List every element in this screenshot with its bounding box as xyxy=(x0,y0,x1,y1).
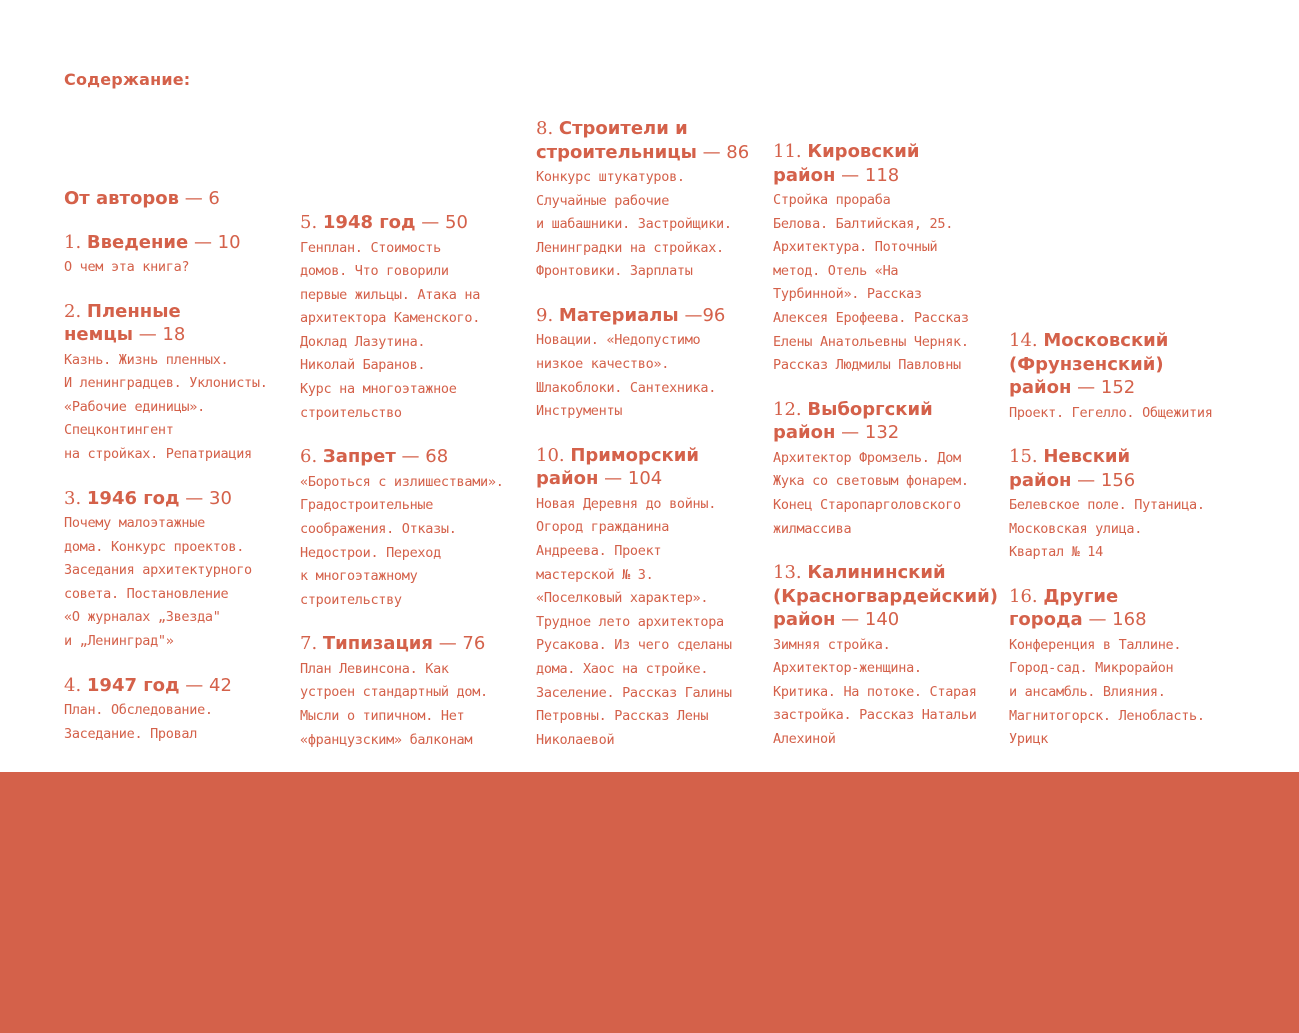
description-line: Архитектура. Поточный xyxy=(773,239,938,256)
description-line: Заседания архитектурного xyxy=(64,562,252,579)
toc-entry-title xyxy=(64,187,296,211)
description-line: архитектора Каменского. xyxy=(300,310,481,327)
toc-entry[interactable] xyxy=(300,445,532,612)
toc-title-line xyxy=(1009,376,1241,400)
chapter-number: 2. xyxy=(64,300,87,322)
page-number: — 76 xyxy=(432,633,486,655)
chapter-number: 13. xyxy=(773,562,808,584)
description-line: «Бороться с излишествами». xyxy=(300,473,504,490)
description-line: Московская улица. xyxy=(1009,520,1143,537)
chapter-number: 16. xyxy=(1009,585,1044,607)
description-line: Архитектор-женщина. xyxy=(773,660,922,677)
toc-title-line xyxy=(773,421,1005,445)
toc-entry-title xyxy=(64,674,296,698)
description-line: «Рабочие единицы». xyxy=(64,398,205,415)
page-number: — 10 xyxy=(188,231,241,253)
description-line: Турбинной». Рассказ xyxy=(773,286,922,303)
toc-title-line xyxy=(64,231,296,255)
chapter-name: Типизация xyxy=(322,633,433,655)
toc-entry-description xyxy=(536,329,768,423)
toc-entry-title xyxy=(300,445,532,469)
description-line: Магнитогорск. Ленобласть. xyxy=(1009,707,1205,724)
description-line: Почему малоэтажные xyxy=(64,515,205,532)
chapter-name: район xyxy=(536,468,599,490)
description-line: Петровны. Рассказ Лены xyxy=(536,708,709,725)
toc-entry[interactable] xyxy=(536,444,768,753)
description-line: «французским» балконам xyxy=(300,731,473,748)
toc-entry-description xyxy=(773,634,1005,752)
chapter-name: район xyxy=(1009,469,1072,491)
chapter-name: район xyxy=(1009,377,1072,398)
description-line: Недострои. Переход xyxy=(300,544,441,561)
page-number: — 168 xyxy=(1082,609,1147,631)
toc-title-line xyxy=(773,398,1005,422)
page-title: Содержание: xyxy=(64,70,191,89)
toc-entry[interactable] xyxy=(773,561,1005,751)
toc-entry[interactable] xyxy=(773,140,1005,378)
description-line: жилмассива xyxy=(773,520,852,537)
toc-entry-description xyxy=(1009,402,1241,426)
description-line: низкое качество». xyxy=(536,356,670,373)
toc-entry[interactable] xyxy=(536,304,768,424)
toc-entry-title xyxy=(773,398,1005,445)
description-line: устроен стандартный дом. xyxy=(300,684,488,701)
toc-entry[interactable] xyxy=(64,187,296,211)
page-number: — 86 xyxy=(696,141,750,163)
description-line: Белевское поле. Путаница. xyxy=(1009,497,1205,514)
footer-color-band xyxy=(0,772,1299,1033)
toc-title-line xyxy=(300,211,532,235)
toc-title-line xyxy=(536,304,768,328)
description-line: Ленинградки на стройках. xyxy=(536,239,724,256)
description-line: Огород гражданина xyxy=(536,519,670,536)
toc-entry-description xyxy=(536,166,768,284)
description-line: Алехиной xyxy=(773,731,836,747)
chapter-name: 1947 год xyxy=(86,674,180,696)
chapter-name: Кировский xyxy=(807,141,920,162)
description-line: строительство xyxy=(300,404,402,421)
description-line: Белова. Балтийская, 25. xyxy=(773,215,954,232)
description-line: дома. Хаос на стройке. xyxy=(536,661,709,677)
description-line: План Левинсона. Как xyxy=(300,660,449,677)
toc-title-line xyxy=(536,141,768,165)
description-line: Елены Анатольевны Черняк. xyxy=(773,333,969,350)
description-line: Русакова. Из чего сделаны xyxy=(536,637,732,654)
toc-entry-description xyxy=(300,471,532,613)
chapter-number: 5. xyxy=(300,212,323,233)
description-line: Город-сад. Микрорайон xyxy=(1009,660,1174,677)
toc-entry-title xyxy=(300,211,532,235)
description-line: «Поселковый характер». xyxy=(536,590,709,607)
description-line: Доклад Лазутина. xyxy=(300,333,426,350)
description-line: Казнь. Жизнь пленных. xyxy=(64,351,229,368)
description-line: застройка. Рассказ Натальи xyxy=(773,707,977,724)
toc-title-line xyxy=(536,467,768,491)
description-line: первые жильцы. Атака на xyxy=(300,286,481,303)
toc-entry[interactable] xyxy=(1009,585,1241,752)
page-number: — 118 xyxy=(835,164,900,186)
toc-title-line xyxy=(64,187,296,211)
toc-title-line xyxy=(64,487,296,511)
page-number: — 42 xyxy=(179,674,232,696)
description-line: Конференция в Таллине. xyxy=(1009,636,1182,653)
toc-title-line xyxy=(773,585,1005,609)
chapter-name: Выборгский xyxy=(807,398,933,420)
chapter-name: 1948 год xyxy=(322,212,416,233)
page-number: — 18 xyxy=(132,324,186,346)
toc-entry-title xyxy=(1009,585,1241,632)
toc-title-line xyxy=(300,632,532,656)
description-line: Инструменты xyxy=(536,403,623,420)
description-line: Мысли о типичном. Нет xyxy=(300,708,465,724)
description-line: Критика. На потоке. Старая xyxy=(773,683,977,700)
toc-entry[interactable] xyxy=(64,231,296,280)
toc-entry-description xyxy=(773,189,1005,378)
toc-title-line xyxy=(773,561,1005,585)
toc-entry-title xyxy=(1009,329,1241,400)
chapter-name: От авторов xyxy=(64,188,179,209)
toc-entry-title xyxy=(64,487,296,511)
toc-title-line xyxy=(1009,445,1241,469)
description-line: Конкурс штукатуров. xyxy=(536,169,685,185)
toc-entry-description xyxy=(773,447,1005,541)
toc-entry-title xyxy=(773,561,1005,632)
toc-entry[interactable] xyxy=(64,674,296,747)
toc-column-1 xyxy=(64,187,296,766)
page-number: — 104 xyxy=(598,468,663,490)
description-line: Фронтовики. Зарплаты xyxy=(536,263,693,280)
page-number: —96 xyxy=(678,304,726,326)
description-line: Николаевой xyxy=(536,731,615,748)
page-number: — 152 xyxy=(1071,377,1136,398)
chapter-name: Приморский xyxy=(570,444,699,466)
toc-entry-description xyxy=(64,256,296,280)
toc-title-line xyxy=(773,140,1005,164)
toc-title-line xyxy=(536,444,768,468)
toc-entry[interactable] xyxy=(300,632,532,752)
description-line: совета. Постановление xyxy=(64,585,229,602)
toc-entry-description xyxy=(64,699,296,746)
toc-entry-description xyxy=(64,512,296,654)
toc-entry-title xyxy=(64,231,296,255)
description-line: Жука со световым фонарем. xyxy=(773,473,969,490)
toc-column-5 xyxy=(1009,329,1241,772)
chapter-name: район xyxy=(773,422,836,444)
description-line: Рассказ Людмилы Павловны xyxy=(773,357,961,374)
chapter-number: 14. xyxy=(1009,330,1044,351)
chapter-name: Невский xyxy=(1043,446,1131,468)
description-line: Заседание. Провал xyxy=(64,725,198,742)
toc-entry-title xyxy=(773,140,1005,187)
description-line: О чем эта книга? xyxy=(64,259,190,275)
toc-entry-description xyxy=(536,493,768,753)
chapter-number: 15. xyxy=(1009,446,1044,468)
description-line: Трудное лето архитектора xyxy=(536,613,724,630)
chapter-number: 11. xyxy=(773,141,808,162)
toc-column-3 xyxy=(536,117,768,772)
chapter-name: район xyxy=(773,164,836,186)
chapter-name: Калининский xyxy=(807,562,946,584)
description-line: Градостроительные xyxy=(300,497,434,514)
chapter-name: Запрет xyxy=(322,446,396,468)
toc-title-line xyxy=(64,674,296,698)
description-line: Урицк xyxy=(1009,731,1049,748)
chapter-number: 8. xyxy=(536,118,559,139)
toc-title-line xyxy=(1009,353,1241,377)
page-number: — 68 xyxy=(395,446,449,468)
toc-entry-title xyxy=(536,304,768,328)
chapter-number: 10. xyxy=(536,444,571,466)
chapter-name: Материалы xyxy=(558,304,679,326)
description-line: Архитектор Фромзель. Дом xyxy=(773,449,961,466)
description-line: Новации. «Недопустимо xyxy=(536,332,701,349)
toc-title-line xyxy=(1009,469,1241,493)
chapter-name: города xyxy=(1009,609,1083,631)
description-line: Андреева. Проект xyxy=(536,543,662,560)
toc-entry-title xyxy=(536,117,768,164)
page-number: — 30 xyxy=(179,487,232,509)
toc-entry-description xyxy=(64,349,296,467)
chapter-name: 1946 год xyxy=(86,487,180,509)
description-line: на стройках. Репатриация xyxy=(64,445,252,462)
description-line: Генплан. Стоимость xyxy=(300,239,441,256)
toc-column-2 xyxy=(300,211,532,772)
description-line: Новая Деревня до войны. xyxy=(536,495,717,512)
toc-entry[interactable] xyxy=(64,300,296,467)
description-line: к многоэтажному xyxy=(300,568,418,585)
description-line: Зимняя стройка. xyxy=(773,636,891,653)
description-line: И ленинградцев. Уклонисты. xyxy=(64,375,268,392)
description-line: Алексея Ерофеева. Рассказ xyxy=(773,309,969,326)
toc-title-line xyxy=(1009,608,1241,632)
toc-title-line xyxy=(536,117,768,141)
toc-entry-title xyxy=(536,444,768,491)
description-line: мастерской № 3. xyxy=(536,566,654,583)
toc-title-line xyxy=(773,164,1005,188)
toc-title-line xyxy=(1009,329,1241,353)
page-number: — 156 xyxy=(1071,469,1136,491)
chapter-number: 3. xyxy=(64,487,87,509)
toc-entry[interactable] xyxy=(64,487,296,654)
chapter-name: Введение xyxy=(86,231,189,253)
page-number: — 50 xyxy=(415,212,468,233)
toc-entry[interactable] xyxy=(773,398,1005,541)
description-line: Стройка прораба xyxy=(773,192,891,208)
chapter-name: Другие xyxy=(1043,585,1119,607)
page-number: — 6 xyxy=(178,188,220,209)
description-line: соображения. Отказы. xyxy=(300,520,457,537)
description-line: Николай Баранов. xyxy=(300,357,426,374)
description-line: «О журналах „Звезда" xyxy=(64,609,221,626)
description-line: строительству xyxy=(300,591,402,608)
toc-entry-description xyxy=(300,658,532,752)
chapter-name: (Красногвардейский) xyxy=(773,585,998,607)
toc-entry-description xyxy=(1009,634,1241,752)
description-line: и ансамбль. Влияния. xyxy=(1009,684,1166,701)
chapter-name: немцы xyxy=(64,324,133,346)
chapter-name: район xyxy=(773,609,836,631)
toc-entry[interactable] xyxy=(1009,445,1241,565)
page-number: — 140 xyxy=(835,609,900,631)
chapter-name: строительницы xyxy=(536,141,697,163)
toc-entry-description xyxy=(1009,494,1241,565)
description-line: и „Ленинград"» xyxy=(64,633,174,650)
toc-entry[interactable] xyxy=(300,211,532,425)
toc-entry-title xyxy=(300,632,532,656)
description-line: домов. Что говорили xyxy=(300,263,449,280)
description-line: Конец Старопарголовского xyxy=(773,496,961,513)
chapter-number: 6. xyxy=(300,446,323,468)
description-line: Проект. Гегелло. Общежития xyxy=(1009,404,1213,421)
toc-title-line xyxy=(1009,585,1241,609)
chapter-name: (Фрунзенский) xyxy=(1009,353,1164,375)
chapter-number: 1. xyxy=(64,231,87,253)
toc-title-line xyxy=(64,300,296,324)
toc-entry[interactable] xyxy=(536,117,768,284)
chapter-name: Строители и xyxy=(558,118,688,139)
chapter-number: 9. xyxy=(536,304,559,326)
description-line: План. Обследование. xyxy=(64,702,213,719)
description-line: Спецконтингент xyxy=(64,422,174,439)
description-line: Квартал № 14 xyxy=(1009,544,1103,561)
toc-title-line xyxy=(300,445,532,469)
description-line: Заселение. Рассказ Галины xyxy=(536,684,732,701)
description-line: дома. Конкурс проектов. xyxy=(64,538,245,555)
description-line: и шабашники. Застройщики. xyxy=(536,216,732,233)
toc-entry-title xyxy=(64,300,296,347)
chapter-name: Московский xyxy=(1043,330,1169,351)
description-line: Курс на многоэтажное xyxy=(300,381,457,398)
chapter-name: Пленные xyxy=(86,300,181,322)
toc-title-line xyxy=(773,608,1005,632)
description-line: метод. Отель «На xyxy=(773,262,899,279)
chapter-number: 7. xyxy=(300,633,323,655)
description-line: Случайные рабочие xyxy=(536,192,670,209)
toc-entry[interactable] xyxy=(1009,329,1241,425)
toc-title-line xyxy=(64,323,296,347)
chapter-number: 4. xyxy=(64,674,87,696)
description-line: Шлакоблоки. Сантехника. xyxy=(536,379,717,396)
chapter-number: 12. xyxy=(773,398,808,420)
toc-entry-title xyxy=(1009,445,1241,492)
toc-entry-description xyxy=(300,237,532,426)
page-number: — 132 xyxy=(835,422,900,444)
toc-column-4 xyxy=(773,140,1005,772)
